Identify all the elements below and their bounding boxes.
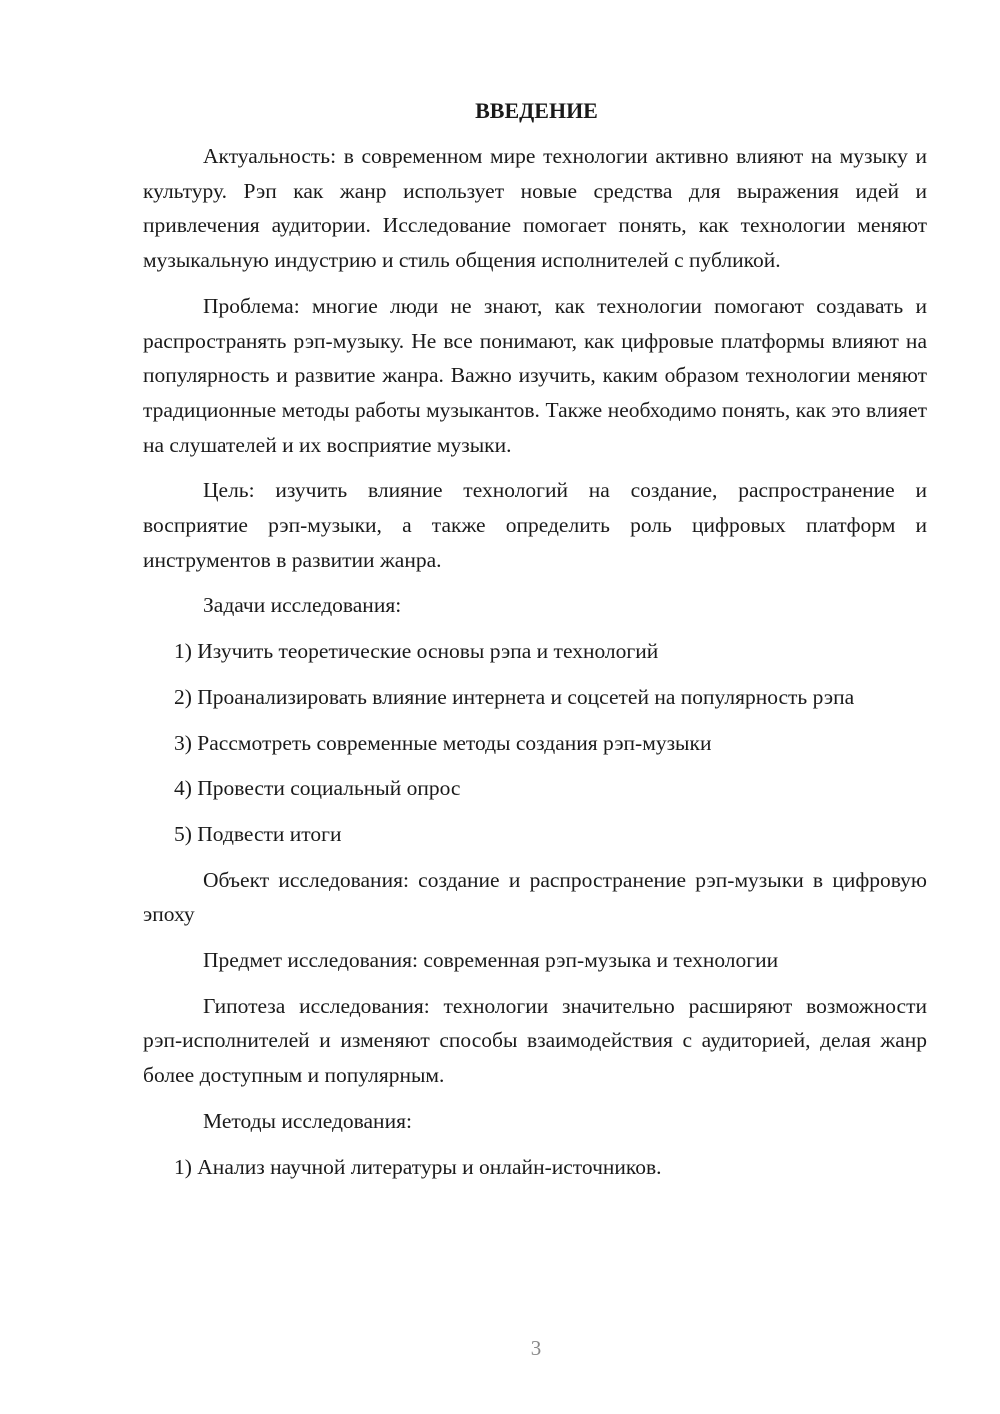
method-item-1: 1) Анализ научной литературы и онлайн-источников.	[174, 1154, 662, 1179]
tasks-heading: Задачи исследования:	[203, 593, 402, 618]
task-item-1: 1) Изучить теоретические основы рэпа и технологий	[174, 639, 659, 664]
page-body	[143, 94, 927, 1184]
task-item-3: 3) Рассмотреть современные методы создания рэп-музыки	[174, 730, 712, 755]
problem-paragraph: Проблема: многие люди не знают, как технологии помогают создавать и распространять рэп-музыку. Не все понимают, как цифровые платформы влияют на популярность и развитие жанра. Важно изучить, каким образом технологии меняют традиционные методы работы музыкантов. Также необходимо понять, как это влияет на слушателей и их восприятие музыки.	[143, 293, 927, 457]
subject-paragraph: Предмет исследования: современная рэп-музыка и технологии	[203, 948, 779, 973]
task-item-5: 5) Подвести итоги	[174, 821, 342, 846]
relevance-paragraph: Актуальность: в современном мире технологии активно влияют на музыку и культуру. Рэп как жанр использует новые средства для выражения идей и привлечения аудитории. Исследование помогает понять, как технологии меняют музыкальную индустрию и стиль общения исполнителей с публикой.	[143, 144, 927, 273]
hypothesis-paragraph: Гипотеза исследования: технологии значительно расширяют возможности рэп-исполнителей и изменяют способы взаимодействия с аудиторией, делая жанр более доступным и популярным.	[143, 993, 927, 1088]
page-number: 3	[530, 1336, 542, 1360]
task-item-4: 4) Провести социальный опрос	[174, 776, 461, 801]
goal-paragraph: Цель: изучить влияние технологий на создание, распространение и восприятие рэп-музыки, а также определить роль цифровых платформ и инструментов в развитии жанра.	[143, 478, 927, 572]
section-title: ВВЕДЕНИЕ	[475, 98, 598, 123]
task-item-2: 2) Проанализировать влияние интернета и соцсетей на популярность рэпа	[174, 684, 855, 709]
methods-heading: Методы исследования:	[203, 1108, 412, 1133]
object-paragraph: Объект исследования: создание и распространение рэп-музыки в цифровую эпоху	[143, 867, 927, 927]
